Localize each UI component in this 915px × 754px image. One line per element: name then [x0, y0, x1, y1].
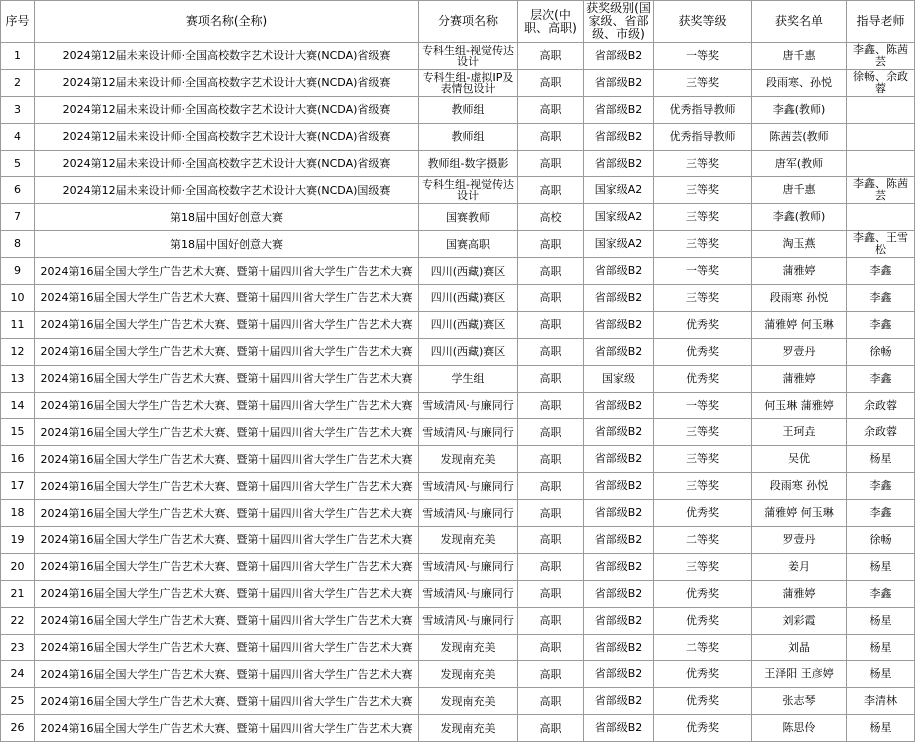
cell-award-rank: 省部级B2: [584, 69, 654, 96]
cell-index: 1: [1, 43, 35, 70]
cell-advisor: 杨星: [847, 446, 915, 473]
cell-sub-competition: 发现南充美: [419, 715, 518, 742]
cell-winners: 王珂垚: [752, 419, 847, 446]
cell-level: 高职: [518, 634, 584, 661]
cell-competition-name: 2024第16届全国大学生广告艺术大赛、暨第十届四川省大学生广告艺术大赛: [35, 634, 419, 661]
cell-winners: 罗壹丹: [752, 338, 847, 365]
table-row: [1, 96, 915, 123]
cell-sub-competition: 学生组: [419, 365, 518, 392]
cell-advisor: 李鑫: [847, 258, 915, 285]
cell-advisor: 杨星: [847, 715, 915, 742]
cell-award-rank: 省部级B2: [584, 150, 654, 177]
table-row: [1, 69, 915, 96]
cell-award-grade: 优秀指导教师: [654, 123, 752, 150]
cell-sub-competition: 教师组: [419, 123, 518, 150]
cell-winners: 蒲雅婷 何玉琳: [752, 311, 847, 338]
cell-competition-name: 2024第16届全国大学生广告艺术大赛、暨第十届四川省大学生广告艺术大赛: [35, 473, 419, 500]
cell-advisor: 杨星: [847, 553, 915, 580]
cell-winners: 蒲雅婷 何玉琳: [752, 500, 847, 527]
cell-index: 24: [1, 661, 35, 688]
table-row: [1, 204, 915, 231]
cell-award-rank: 省部级B2: [584, 580, 654, 607]
cell-index: 12: [1, 338, 35, 365]
header-level: 层次(中职、高职): [518, 1, 584, 43]
cell-sub-competition: 四川(西藏)赛区: [419, 258, 518, 285]
cell-award-rank: 国家级A2: [584, 177, 654, 204]
cell-level: 高职: [518, 150, 584, 177]
cell-advisor: 余政蓉: [847, 392, 915, 419]
table-row: [1, 553, 915, 580]
cell-award-grade: 优秀奖: [654, 338, 752, 365]
cell-level: 高职: [518, 96, 584, 123]
table-row: [1, 123, 915, 150]
cell-award-grade: 三等奖: [654, 285, 752, 312]
cell-winners: 段雨寒 孙悦: [752, 473, 847, 500]
cell-winners: 王泽阳 王彦婷: [752, 661, 847, 688]
table-row: [1, 43, 915, 70]
cell-award-rank: 省部级B2: [584, 715, 654, 742]
cell-index: 3: [1, 96, 35, 123]
cell-award-rank: 省部级B2: [584, 500, 654, 527]
cell-index: 14: [1, 392, 35, 419]
cell-award-rank: 省部级B2: [584, 392, 654, 419]
cell-level: 高职: [518, 69, 584, 96]
cell-competition-name: 2024第16届全国大学生广告艺术大赛、暨第十届四川省大学生广告艺术大赛: [35, 607, 419, 634]
cell-winners: 罗壹丹: [752, 527, 847, 554]
cell-index: 13: [1, 365, 35, 392]
cell-award-grade: 优秀奖: [654, 580, 752, 607]
cell-award-grade: 二等奖: [654, 527, 752, 554]
cell-level: 高职: [518, 392, 584, 419]
cell-winners: 何玉琳 蒲雅婷: [752, 392, 847, 419]
cell-advisor: 李清林: [847, 688, 915, 715]
cell-advisor: 余政蓉: [847, 419, 915, 446]
cell-index: 9: [1, 258, 35, 285]
header-winners: 获奖名单: [752, 1, 847, 43]
cell-level: 高职: [518, 607, 584, 634]
cell-competition-name: 2024第16届全国大学生广告艺术大赛、暨第十届四川省大学生广告艺术大赛: [35, 527, 419, 554]
cell-award-rank: 省部级B2: [584, 285, 654, 312]
cell-award-grade: 三等奖: [654, 204, 752, 231]
cell-award-grade: 优秀奖: [654, 500, 752, 527]
cell-competition-name: 2024第16届全国大学生广告艺术大赛、暨第十届四川省大学生广告艺术大赛: [35, 661, 419, 688]
cell-index: 15: [1, 419, 35, 446]
header-row: [1, 1, 915, 43]
cell-winners: 刘彩霞: [752, 607, 847, 634]
table-row: [1, 419, 915, 446]
cell-index: 19: [1, 527, 35, 554]
cell-level: 高职: [518, 43, 584, 70]
table-row: [1, 446, 915, 473]
cell-award-grade: 三等奖: [654, 473, 752, 500]
cell-winners: 段雨寒、孙悦: [752, 69, 847, 96]
cell-competition-name: 2024第16届全国大学生广告艺术大赛、暨第十届四川省大学生广告艺术大赛: [35, 392, 419, 419]
cell-advisor: 李鑫: [847, 580, 915, 607]
cell-award-rank: 国家级A2: [584, 204, 654, 231]
header-index: 序号: [1, 1, 35, 43]
cell-advisor: 杨星: [847, 661, 915, 688]
cell-index: 17: [1, 473, 35, 500]
cell-award-grade: 三等奖: [654, 419, 752, 446]
cell-advisor: 李鑫、陈茜芸: [847, 177, 915, 204]
cell-competition-name: 2024第16届全国大学生广告艺术大赛、暨第十届四川省大学生广告艺术大赛: [35, 500, 419, 527]
cell-advisor: 杨星: [847, 607, 915, 634]
cell-advisor: 李鑫: [847, 285, 915, 312]
table-row: [1, 500, 915, 527]
cell-winners: 唐军(教师: [752, 150, 847, 177]
cell-sub-competition: 四川(西藏)赛区: [419, 338, 518, 365]
cell-competition-name: 2024第16届全国大学生广告艺术大赛、暨第十届四川省大学生广告艺术大赛: [35, 365, 419, 392]
cell-sub-competition: 雪域清风·与廉同行: [419, 553, 518, 580]
cell-competition-name: 2024第16届全国大学生广告艺术大赛、暨第十届四川省大学生广告艺术大赛: [35, 688, 419, 715]
cell-advisor: 徐畅: [847, 338, 915, 365]
cell-sub-competition: 发现南充美: [419, 527, 518, 554]
table-row: [1, 473, 915, 500]
cell-award-rank: 省部级B2: [584, 607, 654, 634]
cell-advisor: [847, 123, 915, 150]
cell-index: 11: [1, 311, 35, 338]
cell-level: 高职: [518, 177, 584, 204]
table-row: [1, 688, 915, 715]
cell-advisor: 李鑫: [847, 473, 915, 500]
cell-award-rank: 省部级B2: [584, 634, 654, 661]
cell-sub-competition: 雪域清风·与廉同行: [419, 419, 518, 446]
cell-index: 8: [1, 231, 35, 258]
cell-level: 高职: [518, 500, 584, 527]
cell-winners: 姜月: [752, 553, 847, 580]
table-row: [1, 392, 915, 419]
cell-sub-competition: 国赛高职: [419, 231, 518, 258]
header-advisor: 指导老师: [847, 1, 915, 43]
cell-award-rank: 省部级B2: [584, 527, 654, 554]
cell-winners: 陈茜芸(教师: [752, 123, 847, 150]
table-body: [1, 43, 915, 742]
cell-award-rank: 省部级B2: [584, 311, 654, 338]
cell-competition-name: 2024第12届未来设计师·全国高校数字艺术设计大赛(NCDA)省级赛: [35, 150, 419, 177]
cell-advisor: 徐畅、余政蓉: [847, 69, 915, 96]
cell-award-rank: 省部级B2: [584, 43, 654, 70]
cell-level: 高校: [518, 204, 584, 231]
cell-advisor: 李鑫、王雪松: [847, 231, 915, 258]
table-row: [1, 661, 915, 688]
cell-competition-name: 2024第16届全国大学生广告艺术大赛、暨第十届四川省大学生广告艺术大赛: [35, 258, 419, 285]
cell-advisor: 李鑫、陈茜芸: [847, 43, 915, 70]
cell-level: 高职: [518, 419, 584, 446]
cell-advisor: [847, 150, 915, 177]
table-row: [1, 580, 915, 607]
cell-competition-name: 2024第16届全国大学生广告艺术大赛、暨第十届四川省大学生广告艺术大赛: [35, 446, 419, 473]
cell-winners: 李鑫(教师): [752, 96, 847, 123]
cell-award-grade: 优秀奖: [654, 715, 752, 742]
cell-award-grade: 二等奖: [654, 634, 752, 661]
cell-winners: 李鑫(教师): [752, 204, 847, 231]
cell-level: 高职: [518, 123, 584, 150]
cell-advisor: 李鑫: [847, 311, 915, 338]
cell-award-grade: 三等奖: [654, 69, 752, 96]
cell-winners: 蒲雅婷: [752, 365, 847, 392]
table-row: [1, 231, 915, 258]
table-row: [1, 338, 915, 365]
cell-award-grade: 优秀指导教师: [654, 96, 752, 123]
cell-index: 6: [1, 177, 35, 204]
cell-award-rank: 省部级B2: [584, 473, 654, 500]
table-row: [1, 311, 915, 338]
cell-winners: 刘晶: [752, 634, 847, 661]
cell-index: 10: [1, 285, 35, 312]
cell-award-grade: 优秀奖: [654, 688, 752, 715]
cell-level: 高职: [518, 365, 584, 392]
cell-competition-name: 2024第16届全国大学生广告艺术大赛、暨第十届四川省大学生广告艺术大赛: [35, 580, 419, 607]
cell-sub-competition: 发现南充美: [419, 634, 518, 661]
cell-advisor: [847, 204, 915, 231]
cell-level: 高职: [518, 285, 584, 312]
cell-award-grade: 优秀奖: [654, 311, 752, 338]
cell-sub-competition: 发现南充美: [419, 688, 518, 715]
cell-sub-competition: 四川(西藏)赛区: [419, 285, 518, 312]
table-row: [1, 365, 915, 392]
cell-competition-name: 第18届中国好创意大赛: [35, 204, 419, 231]
cell-competition-name: 2024第12届未来设计师·全国高校数字艺术设计大赛(NCDA)国级赛: [35, 177, 419, 204]
table-row: [1, 527, 915, 554]
cell-award-grade: 三等奖: [654, 446, 752, 473]
table-row: [1, 634, 915, 661]
cell-index: 5: [1, 150, 35, 177]
cell-award-rank: 省部级B2: [584, 688, 654, 715]
cell-competition-name: 2024第12届未来设计师·全国高校数字艺术设计大赛(NCDA)省级赛: [35, 96, 419, 123]
cell-index: 16: [1, 446, 35, 473]
cell-sub-competition: 雪域清风·与廉同行: [419, 473, 518, 500]
cell-sub-competition: 雪域清风·与廉同行: [419, 607, 518, 634]
cell-sub-competition: 雪域清风·与廉同行: [419, 580, 518, 607]
cell-award-grade: 三等奖: [654, 177, 752, 204]
cell-award-grade: 优秀奖: [654, 661, 752, 688]
cell-winners: 淘玉燕: [752, 231, 847, 258]
table-row: [1, 715, 915, 742]
cell-advisor: 杨星: [847, 634, 915, 661]
cell-award-grade: 一等奖: [654, 258, 752, 285]
cell-index: 22: [1, 607, 35, 634]
cell-index: 23: [1, 634, 35, 661]
cell-award-grade: 三等奖: [654, 553, 752, 580]
cell-index: 20: [1, 553, 35, 580]
cell-sub-competition: 雪域清风·与廉同行: [419, 392, 518, 419]
cell-index: 4: [1, 123, 35, 150]
cell-advisor: 李鑫: [847, 365, 915, 392]
cell-award-rank: 省部级B2: [584, 96, 654, 123]
cell-index: 7: [1, 204, 35, 231]
cell-winners: 吴优: [752, 446, 847, 473]
cell-award-grade: 三等奖: [654, 231, 752, 258]
cell-award-rank: 国家级: [584, 365, 654, 392]
table-row: [1, 607, 915, 634]
cell-index: 25: [1, 688, 35, 715]
cell-competition-name: 2024第12届未来设计师·全国高校数字艺术设计大赛(NCDA)省级赛: [35, 69, 419, 96]
cell-level: 高职: [518, 473, 584, 500]
cell-level: 高职: [518, 338, 584, 365]
cell-competition-name: 第18届中国好创意大赛: [35, 231, 419, 258]
header-sub-competition: 分赛项名称: [419, 1, 518, 43]
cell-winners: 段雨寒 孙悦: [752, 285, 847, 312]
cell-level: 高职: [518, 553, 584, 580]
cell-level: 高职: [518, 661, 584, 688]
cell-winners: 蒲雅婷: [752, 258, 847, 285]
table-row: [1, 285, 915, 312]
cell-sub-competition: 雪域清风·与廉同行: [419, 500, 518, 527]
cell-advisor: 李鑫: [847, 500, 915, 527]
cell-competition-name: 2024第16届全国大学生广告艺术大赛、暨第十届四川省大学生广告艺术大赛: [35, 419, 419, 446]
cell-index: 26: [1, 715, 35, 742]
cell-advisor: [847, 96, 915, 123]
cell-award-rank: 省部级B2: [584, 553, 654, 580]
cell-sub-competition: 发现南充美: [419, 661, 518, 688]
cell-winners: 陈思伶: [752, 715, 847, 742]
cell-level: 高职: [518, 580, 584, 607]
cell-index: 18: [1, 500, 35, 527]
cell-sub-competition: 教师组-数字摄影: [419, 150, 518, 177]
cell-award-rank: 省部级B2: [584, 123, 654, 150]
cell-sub-competition: 四川(西藏)赛区: [419, 311, 518, 338]
cell-award-rank: 国家级A2: [584, 231, 654, 258]
cell-sub-competition: 专科生组-视觉传达设计: [419, 43, 518, 70]
cell-sub-competition: 国赛教师: [419, 204, 518, 231]
cell-sub-competition: 专科生组-虚拟IP及表情包设计: [419, 69, 518, 96]
cell-advisor: 徐畅: [847, 527, 915, 554]
cell-award-grade: 一等奖: [654, 392, 752, 419]
cell-level: 高职: [518, 231, 584, 258]
header-award-grade: 获奖等级: [654, 1, 752, 43]
cell-award-grade: 一等奖: [654, 43, 752, 70]
cell-level: 高职: [518, 311, 584, 338]
cell-sub-competition: 发现南充美: [419, 446, 518, 473]
cell-competition-name: 2024第16届全国大学生广告艺术大赛、暨第十届四川省大学生广告艺术大赛: [35, 338, 419, 365]
cell-winners: 唐千惠: [752, 43, 847, 70]
cell-award-grade: 优秀奖: [654, 607, 752, 634]
table-row: [1, 150, 915, 177]
cell-winners: 蒲雅婷: [752, 580, 847, 607]
cell-competition-name: 2024第12届未来设计师·全国高校数字艺术设计大赛(NCDA)省级赛: [35, 123, 419, 150]
cell-competition-name: 2024第16届全国大学生广告艺术大赛、暨第十届四川省大学生广告艺术大赛: [35, 285, 419, 312]
header-competition-name: 赛项名称(全称): [35, 1, 419, 43]
cell-award-rank: 省部级B2: [584, 419, 654, 446]
table-row: [1, 258, 915, 285]
cell-award-rank: 省部级B2: [584, 258, 654, 285]
cell-winners: 张志琴: [752, 688, 847, 715]
cell-level: 高职: [518, 715, 584, 742]
table-row: [1, 177, 915, 204]
cell-award-rank: 省部级B2: [584, 661, 654, 688]
cell-competition-name: 2024第16届全国大学生广告艺术大赛、暨第十届四川省大学生广告艺术大赛: [35, 311, 419, 338]
cell-winners: 唐千惠: [752, 177, 847, 204]
cell-index: 2: [1, 69, 35, 96]
cell-level: 高职: [518, 527, 584, 554]
cell-competition-name: 2024第16届全国大学生广告艺术大赛、暨第十届四川省大学生广告艺术大赛: [35, 715, 419, 742]
cell-level: 高职: [518, 258, 584, 285]
cell-competition-name: 2024第16届全国大学生广告艺术大赛、暨第十届四川省大学生广告艺术大赛: [35, 553, 419, 580]
cell-award-grade: 优秀奖: [654, 365, 752, 392]
cell-sub-competition: 专科生组-视觉传达设计: [419, 177, 518, 204]
cell-sub-competition: 教师组: [419, 96, 518, 123]
header-award-rank: 获奖级别(国家级、省部级、市级): [584, 1, 654, 43]
cell-award-rank: 省部级B2: [584, 446, 654, 473]
cell-award-rank: 省部级B2: [584, 338, 654, 365]
cell-level: 高职: [518, 688, 584, 715]
cell-level: 高职: [518, 446, 584, 473]
cell-competition-name: 2024第12届未来设计师·全国高校数字艺术设计大赛(NCDA)省级赛: [35, 43, 419, 70]
cell-award-grade: 三等奖: [654, 150, 752, 177]
cell-index: 21: [1, 580, 35, 607]
